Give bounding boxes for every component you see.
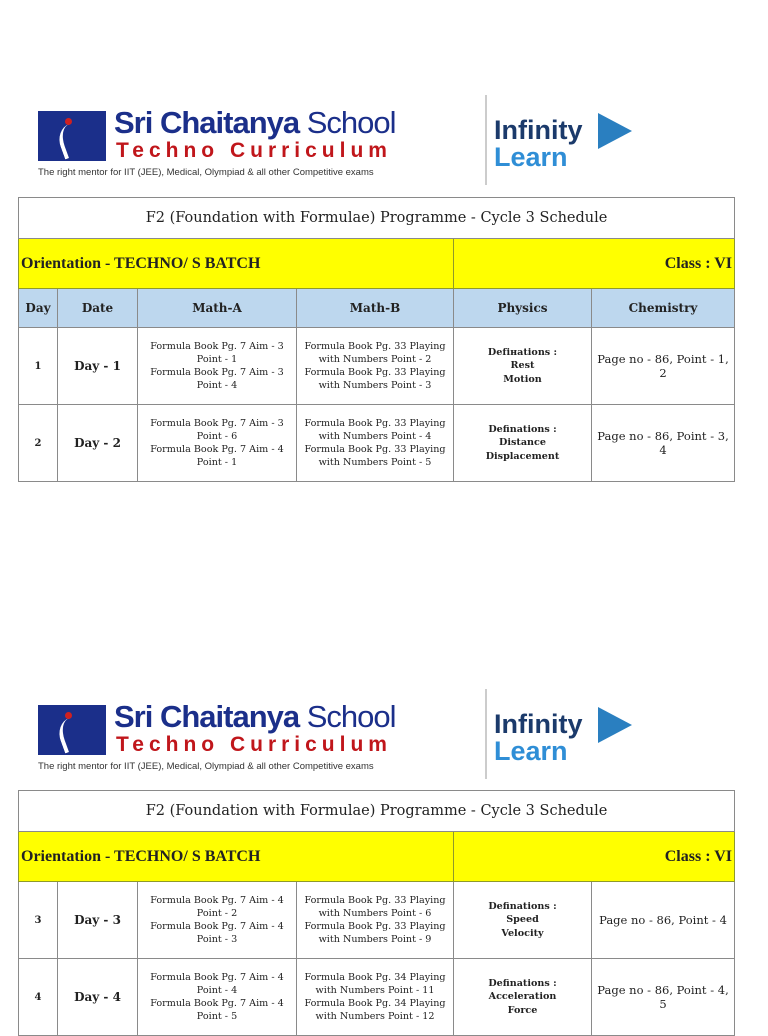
logo-subtitle: Techno Curriculum [116,139,392,162]
orientation-label: Orientation - TECHNO/ S BATCH [19,239,454,289]
title-row [19,198,735,239]
date-cell: Day - 3 [58,882,138,959]
chemistry-cell: Page no - 86, Point - 4 [592,882,735,959]
math-b-line: Formula Book Pg. 33 Playing [304,921,446,932]
math-a-line: Formula Book Pg. 7 Aim - 4 [150,921,284,932]
math-a-line: Formula Book Pg. 7 Aim - 3 [150,367,284,378]
sri-chaitanya-emblem-icon [38,705,106,755]
physics-line: Speed [506,914,539,926]
math-a-line: Point - 5 [196,1011,238,1022]
partner-line2: Learn [494,142,568,172]
math-a-line: Point - 1 [196,354,238,365]
table-row [19,328,735,405]
math-b-cell [297,405,454,482]
physics-line: Motion [503,373,542,385]
logo-title [114,105,396,141]
math-b-line: Formula Book Pg. 33 Playing [304,341,446,352]
column-header-physics: Physics [454,289,592,328]
infinity-arrow-icon [598,113,632,149]
math-a-line: Formula Book Pg. 7 Aim - 3 [150,341,284,352]
math-a-line: Point - 6 [196,431,238,442]
day-cell: 1 [19,328,58,405]
column-header-day: Day [19,289,58,328]
math-b-line: Formula Book Pg. 33 Playing [304,367,446,378]
math-a-line: Formula Book Pg. 7 Aim - 4 [150,895,284,906]
math-a-cell [138,328,297,405]
logo-divider [485,95,487,185]
math-b-line: with Numbers Point - 3 [318,380,432,391]
physics-line: Rest [510,360,535,372]
schedule-table-2 [18,790,735,1036]
math-b-line: with Numbers Point - 9 [318,934,432,945]
math-a-line: Point - 2 [196,908,238,919]
column-header-date: Date [58,289,138,328]
math-b-line: Formula Book Pg. 34 Playing [304,998,446,1009]
math-b-line: Formula Book Pg. 33 Playing [304,895,446,906]
day-cell: 2 [19,405,58,482]
physics-line: Acceleration [488,991,557,1003]
column-header-math-a: Math-A [138,289,297,328]
date-cell: Day - 1 [58,328,138,405]
logo-school: School [306,105,396,140]
physics-cell [454,882,592,959]
physics-line: Distance [499,437,546,449]
header-logo-1 [38,95,678,187]
logo-school: School [306,699,396,734]
physics-line: Velocity [501,927,544,939]
class-label: Class : VI [454,832,735,882]
orientation-label: Orientation - TECHNO/ S BATCH [19,832,454,882]
math-b-line: Formula Book Pg. 33 Playing [304,444,446,455]
math-a-line: Point - 1 [196,457,238,468]
orientation-row [19,239,735,289]
physics-line: Defінations : [487,346,558,358]
physics-line: Definations : [488,423,557,435]
logo-subtitle: Techno Curriculum [116,733,392,756]
math-a-line: Formula Book Pg. 7 Aim - 4 [150,444,284,455]
math-a-cell [138,882,297,959]
math-a-line: Formula Book Pg. 7 Aim - 3 [150,418,284,429]
schedule-table-1 [18,197,735,482]
physics-cell [454,405,592,482]
math-b-line: with Numbers Point - 12 [315,1011,435,1022]
class-label: Class : VI [454,239,735,289]
physics-line: Force [507,1004,538,1016]
physics-cell [454,328,592,405]
date-cell: Day - 4 [58,959,138,1036]
math-a-line: Point - 4 [196,380,238,391]
infinity-learn-logo [494,117,583,171]
table-row [19,405,735,482]
math-b-line: Formula Book Pg. 34 Playing [304,972,446,983]
math-b-cell [297,328,454,405]
math-a-line: Formula Book Pg. 7 Aim - 4 [150,998,284,1009]
logo-tagline: The right mentor for IIT (JEE), Medical, Olympiad & all other Competitive exams [38,167,374,178]
chemistry-cell: Page no - 86, Point - 4, 5 [592,959,735,1036]
logo-brand: Sri Chaitanya [114,699,300,734]
partner-line1: Infinity [494,115,583,145]
header-logo-2 [38,689,678,781]
math-a-cell [138,405,297,482]
day-cell: 3 [19,882,58,959]
infinity-learn-logo [494,711,583,765]
table-row [19,882,735,959]
sri-chaitanya-emblem-icon [38,111,106,161]
chemistry-cell: Page no - 86, Point - 3, 4 [592,405,735,482]
infinity-arrow-icon [598,707,632,743]
math-b-line: with Numbers Point - 2 [318,354,432,365]
date-cell: Day - 2 [58,405,138,482]
schedule-title: F2 (Foundation with Formulae) Programme - Cycle 3 Schedule [19,791,735,832]
math-b-line: with Numbers Point - 11 [315,985,435,996]
partner-line1: Infinity [494,709,583,739]
math-a-line: Point - 4 [196,985,238,996]
logo-brand: Sri Chaitanya [114,105,300,140]
column-header-chemistry: Chemistry [592,289,735,328]
physics-line: Displacement [485,450,560,462]
logo-divider [485,689,487,779]
logo-tagline: The right mentor for IIT (JEE), Medical, Olympiad & all other Competitive exams [38,761,374,772]
title-row [19,791,735,832]
math-b-line: with Numbers Point - 6 [318,908,432,919]
physics-line: Definations : [488,900,557,912]
math-b-cell [297,882,454,959]
day-cell: 4 [19,959,58,1036]
math-b-line: Formula Book Pg. 33 Playing [304,418,446,429]
schedule-title: F2 (Foundation with Formulae) Programme - Cycle 3 Schedule [19,198,735,239]
math-b-line: with Numbers Point - 4 [318,431,432,442]
orientation-row [19,832,735,882]
math-a-line: Point - 3 [196,934,238,945]
logo-title [114,699,396,735]
header-row [19,289,735,328]
chemistry-cell: Page no - 86, Point - 1, 2 [592,328,735,405]
column-header-math-b: Math-B [297,289,454,328]
math-b-line: with Numbers Point - 5 [318,457,432,468]
partner-line2: Learn [494,736,568,766]
physics-line: Definations : [488,977,557,989]
math-a-line: Formula Book Pg. 7 Aim - 4 [150,972,284,983]
